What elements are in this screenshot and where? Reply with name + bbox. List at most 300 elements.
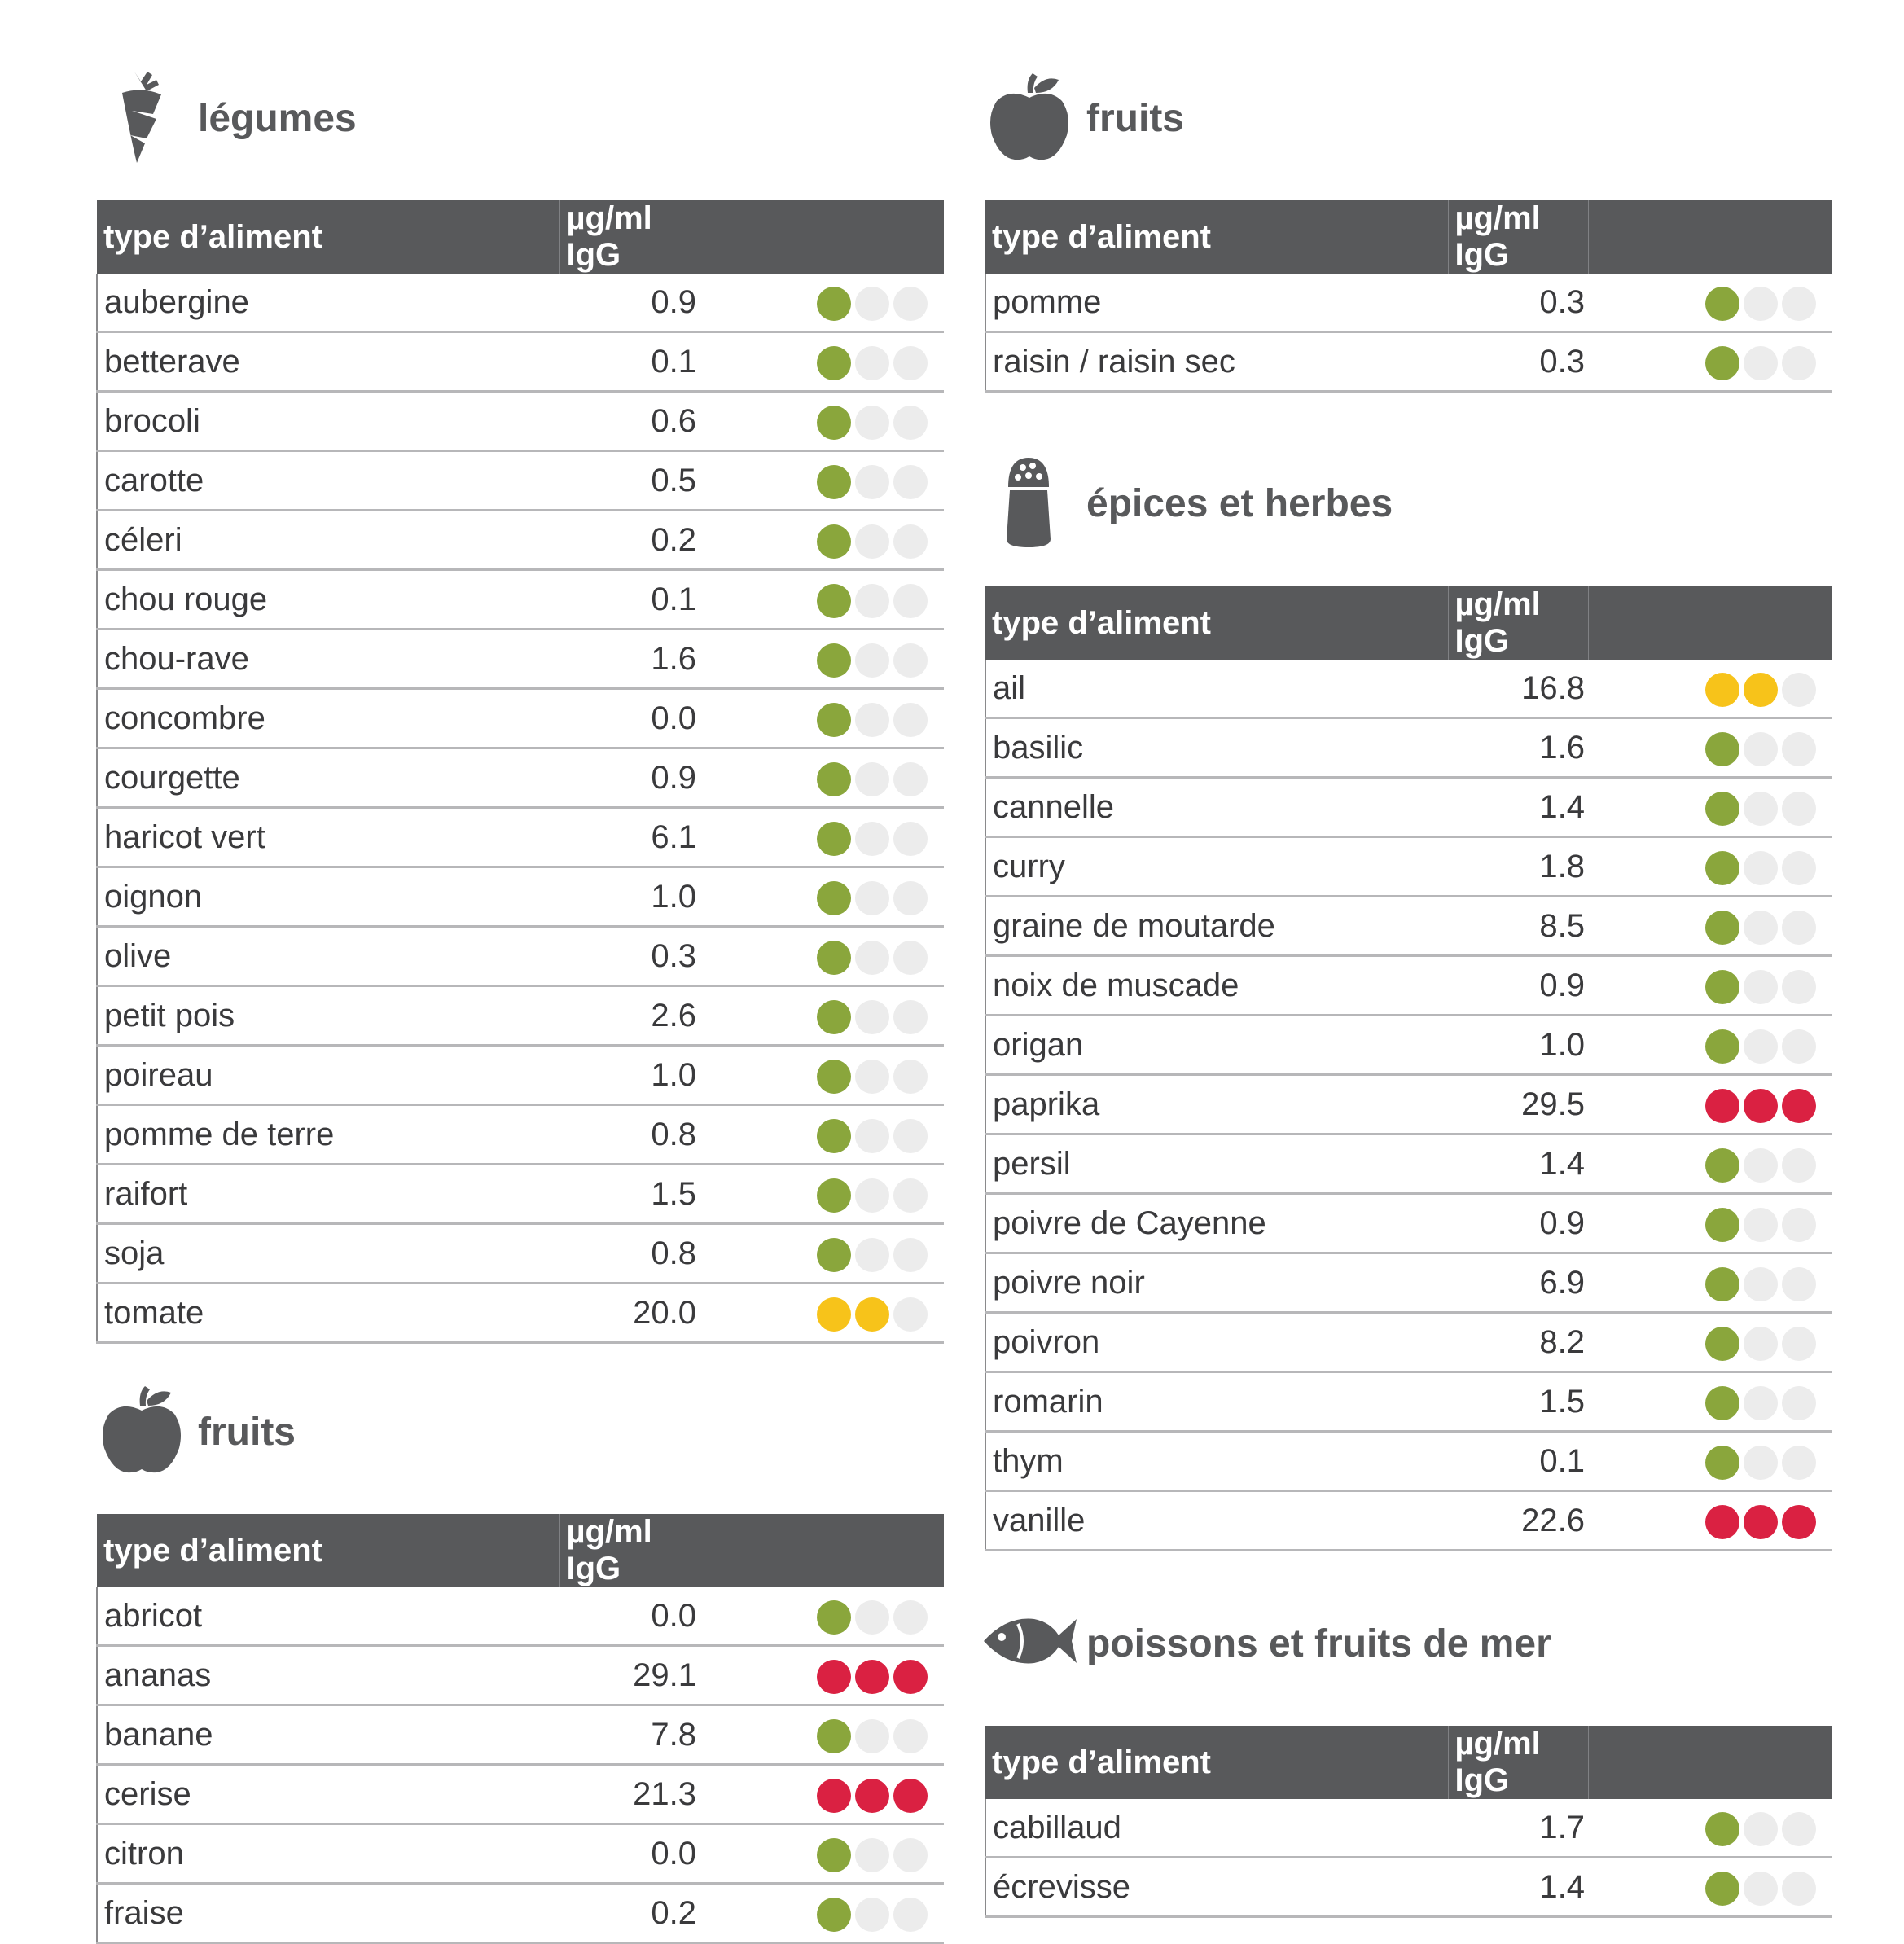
table-row xyxy=(985,718,1832,778)
level-dot-filled xyxy=(1705,732,1739,766)
igg-value: 1.4 xyxy=(1448,778,1588,837)
level-dot-empty xyxy=(1744,1327,1778,1361)
igg-value: 0.1 xyxy=(559,570,700,630)
level-dot-empty xyxy=(855,703,889,737)
level-dot-empty xyxy=(893,465,928,499)
section-title: épices et herbes xyxy=(1086,482,1393,525)
level-dot-empty xyxy=(893,762,928,796)
section-title: poissons et fruits de mer xyxy=(1086,1622,1551,1665)
level-dot-filled xyxy=(1705,1089,1739,1123)
level-dot-filled xyxy=(1744,1089,1778,1123)
level-dot-empty xyxy=(855,762,889,796)
header-food-type: type d’aliment xyxy=(985,586,1448,660)
level-dot-empty xyxy=(855,1000,889,1034)
reaction-level xyxy=(700,808,944,867)
level-dot-empty xyxy=(855,465,889,499)
level-dot-empty xyxy=(1782,673,1816,707)
reaction-level xyxy=(700,1765,944,1824)
reaction-level xyxy=(1588,1491,1832,1551)
level-dot-empty xyxy=(855,1119,889,1153)
table-row xyxy=(985,660,1832,718)
level-dot-filled xyxy=(1705,1446,1739,1480)
level-dot-filled xyxy=(817,406,851,440)
level-dot-filled xyxy=(817,1719,851,1753)
table-row xyxy=(97,570,944,630)
level-dot-filled xyxy=(817,1779,851,1813)
igg-value: 0.3 xyxy=(559,927,700,986)
igg-value: 1.5 xyxy=(1448,1372,1588,1432)
table-row xyxy=(97,986,944,1046)
igg-value: 0.3 xyxy=(1448,274,1588,332)
header-food-type: type d’aliment xyxy=(97,200,559,274)
reaction-level xyxy=(700,1284,944,1343)
igg-value: 0.3 xyxy=(1448,332,1588,392)
igg-value: 8.5 xyxy=(1448,897,1588,956)
level-dot-filled xyxy=(1705,970,1739,1004)
igg-value: 0.9 xyxy=(1448,1194,1588,1253)
food-name: raisin / raisin sec xyxy=(985,332,1448,392)
level-dot-empty xyxy=(893,822,928,856)
table-row xyxy=(97,1587,944,1646)
igg-value: 0.8 xyxy=(559,1224,700,1284)
table-row xyxy=(985,1075,1832,1134)
reaction-level xyxy=(1588,778,1832,837)
level-dot-empty xyxy=(855,406,889,440)
igg-value: 29.1 xyxy=(559,1646,700,1705)
food-name: petit pois xyxy=(97,986,559,1046)
level-dot-empty xyxy=(855,524,889,559)
level-dot-empty xyxy=(1782,1812,1816,1846)
igg-value: 1.4 xyxy=(1448,1134,1588,1194)
igg-value: 1.0 xyxy=(559,1046,700,1105)
header-value: µg/ml IgG xyxy=(1448,586,1588,660)
reaction-level xyxy=(700,867,944,927)
reaction-level xyxy=(700,1105,944,1165)
reaction-level xyxy=(1588,332,1832,392)
food-name: vanille xyxy=(985,1491,1448,1551)
level-dot-empty xyxy=(1744,1148,1778,1183)
table-row xyxy=(97,689,944,748)
level-dot-filled xyxy=(1744,673,1778,707)
table-row xyxy=(97,808,944,867)
level-dot-empty xyxy=(855,1060,889,1094)
food-name: carotte xyxy=(97,451,559,511)
level-dot-filled xyxy=(817,1000,851,1034)
level-dot-empty xyxy=(1744,1872,1778,1906)
table-row xyxy=(985,332,1832,392)
level-dot-filled xyxy=(817,1838,851,1872)
level-dot-empty xyxy=(1744,732,1778,766)
food-name: poivre de Cayenne xyxy=(985,1194,1448,1253)
food-name: poireau xyxy=(97,1046,559,1105)
table-header xyxy=(985,1726,1832,1799)
table-header xyxy=(97,200,944,274)
reaction-level xyxy=(700,1165,944,1224)
igg-value: 21.3 xyxy=(559,1765,700,1824)
food-name: citron xyxy=(97,1824,559,1884)
reaction-level xyxy=(700,1884,944,1943)
table-header xyxy=(985,586,1832,660)
reaction-level xyxy=(700,392,944,451)
food-name: fraise xyxy=(97,1884,559,1943)
food-table-poissons xyxy=(985,1726,1832,1918)
level-dot-empty xyxy=(893,1238,928,1272)
level-dot-filled xyxy=(817,703,851,737)
level-dot-empty xyxy=(855,584,889,618)
level-dot-empty xyxy=(893,1178,928,1213)
level-dot-filled xyxy=(855,1660,889,1694)
table-header xyxy=(985,200,1832,274)
level-dot-empty xyxy=(1782,792,1816,826)
food-name: banane xyxy=(97,1705,559,1765)
level-dot-empty xyxy=(855,1838,889,1872)
food-name: curry xyxy=(985,837,1448,897)
carrot-icon xyxy=(114,68,168,165)
table-row xyxy=(97,1646,944,1705)
table-row xyxy=(985,1194,1832,1253)
igg-value: 0.8 xyxy=(559,1105,700,1165)
level-dot-empty xyxy=(893,941,928,975)
level-dot-filled xyxy=(1705,1812,1739,1846)
igg-value: 20.0 xyxy=(559,1284,700,1343)
apple-icon xyxy=(987,70,1072,161)
reaction-level xyxy=(700,1224,944,1284)
food-name: raifort xyxy=(97,1165,559,1224)
table-row xyxy=(97,1046,944,1105)
level-dot-filled xyxy=(817,643,851,678)
food-name: céleri xyxy=(97,511,559,570)
level-dot-filled xyxy=(1782,1089,1816,1123)
reaction-level xyxy=(1588,1313,1832,1372)
level-dot-empty xyxy=(1744,1029,1778,1064)
igg-value: 1.5 xyxy=(559,1165,700,1224)
reaction-level xyxy=(1588,1075,1832,1134)
reaction-level xyxy=(700,274,944,332)
igg-value: 1.0 xyxy=(1448,1016,1588,1075)
level-dot-empty xyxy=(1782,1267,1816,1301)
level-dot-empty xyxy=(1744,851,1778,885)
food-name: brocoli xyxy=(97,392,559,451)
level-dot-filled xyxy=(855,1297,889,1332)
food-name: abricot xyxy=(97,1587,559,1646)
level-dot-filled xyxy=(817,1060,851,1094)
level-dot-empty xyxy=(855,287,889,321)
food-name: concombre xyxy=(97,689,559,748)
food-name: basilic xyxy=(985,718,1448,778)
table-header xyxy=(97,1514,944,1587)
level-dot-filled xyxy=(817,941,851,975)
level-dot-filled xyxy=(1705,1505,1739,1539)
food-name: aubergine xyxy=(97,274,559,332)
reaction-level xyxy=(1588,897,1832,956)
food-table-legumes xyxy=(96,200,944,1344)
level-dot-filled xyxy=(1705,792,1739,826)
igg-value: 0.9 xyxy=(559,748,700,808)
igg-value: 0.9 xyxy=(559,274,700,332)
reaction-level xyxy=(700,511,944,570)
level-dot-filled xyxy=(1705,1327,1739,1361)
food-name: chou rouge xyxy=(97,570,559,630)
level-dot-filled xyxy=(1705,346,1739,380)
level-dot-empty xyxy=(1782,911,1816,945)
reaction-level xyxy=(1588,1858,1832,1917)
food-name: écrevisse xyxy=(985,1858,1448,1917)
reaction-level xyxy=(1588,1253,1832,1313)
table-row xyxy=(97,1105,944,1165)
reaction-level xyxy=(700,1587,944,1646)
table-row xyxy=(97,451,944,511)
reaction-level xyxy=(1588,1194,1832,1253)
table-row xyxy=(97,927,944,986)
igg-value: 0.1 xyxy=(1448,1432,1588,1491)
level-dot-empty xyxy=(893,1000,928,1034)
level-dot-filled xyxy=(817,822,851,856)
level-dot-filled xyxy=(817,346,851,380)
header-level xyxy=(1588,586,1832,660)
level-dot-filled xyxy=(1705,1872,1739,1906)
igg-value: 0.9 xyxy=(1448,956,1588,1016)
food-name: romarin xyxy=(985,1372,1448,1432)
food-name: pomme xyxy=(985,274,1448,332)
level-dot-empty xyxy=(893,346,928,380)
reaction-level xyxy=(700,986,944,1046)
igg-value: 1.6 xyxy=(559,630,700,689)
level-dot-empty xyxy=(1744,346,1778,380)
level-dot-filled xyxy=(817,881,851,915)
fish-icon xyxy=(982,1613,1078,1670)
igg-value: 7.8 xyxy=(559,1705,700,1765)
header-food-type: type d’aliment xyxy=(985,200,1448,274)
table-row xyxy=(97,867,944,927)
reaction-level xyxy=(1588,1134,1832,1194)
level-dot-empty xyxy=(893,584,928,618)
table-row xyxy=(97,1884,944,1943)
igg-value: 0.5 xyxy=(559,451,700,511)
level-dot-empty xyxy=(1782,1872,1816,1906)
reaction-level xyxy=(700,1646,944,1705)
food-name: poivron xyxy=(985,1313,1448,1372)
table-row xyxy=(97,1705,944,1765)
section-title: fruits xyxy=(1086,97,1184,140)
food-name: thym xyxy=(985,1432,1448,1491)
level-dot-empty xyxy=(1782,1327,1816,1361)
igg-value: 0.0 xyxy=(559,1824,700,1884)
igg-value: 0.0 xyxy=(559,1587,700,1646)
level-dot-empty xyxy=(1782,346,1816,380)
level-dot-filled xyxy=(1705,1386,1739,1420)
igg-value: 8.2 xyxy=(1448,1313,1588,1372)
table-row xyxy=(97,511,944,570)
level-dot-empty xyxy=(855,1898,889,1932)
reaction-level xyxy=(700,927,944,986)
reaction-level xyxy=(700,1705,944,1765)
reaction-level xyxy=(1588,1372,1832,1432)
table-row xyxy=(97,274,944,332)
igg-value: 2.6 xyxy=(559,986,700,1046)
food-name: oignon xyxy=(97,867,559,927)
level-dot-filled xyxy=(817,762,851,796)
level-dot-empty xyxy=(855,1719,889,1753)
level-dot-empty xyxy=(855,822,889,856)
header-level xyxy=(1588,200,1832,274)
level-dot-filled xyxy=(1705,1267,1739,1301)
food-name: soja xyxy=(97,1224,559,1284)
table-row xyxy=(985,1134,1832,1194)
level-dot-filled xyxy=(817,1660,851,1694)
reaction-level xyxy=(700,1824,944,1884)
level-dot-empty xyxy=(1782,851,1816,885)
table-row xyxy=(985,1491,1832,1551)
igg-value: 1.0 xyxy=(559,867,700,927)
table-row xyxy=(97,392,944,451)
header-food-type: type d’aliment xyxy=(985,1726,1448,1799)
level-dot-empty xyxy=(893,1297,928,1332)
level-dot-empty xyxy=(893,703,928,737)
level-dot-empty xyxy=(1744,1267,1778,1301)
level-dot-filled xyxy=(817,465,851,499)
level-dot-empty xyxy=(893,881,928,915)
level-dot-empty xyxy=(1782,1386,1816,1420)
igg-value: 22.6 xyxy=(1448,1491,1588,1551)
level-dot-empty xyxy=(893,1060,928,1094)
food-name: courgette xyxy=(97,748,559,808)
level-dot-empty xyxy=(893,1838,928,1872)
level-dot-empty xyxy=(1744,287,1778,321)
table-row xyxy=(985,1799,1832,1858)
header-value: µg/ml IgG xyxy=(559,1514,700,1587)
food-name: pomme de terre xyxy=(97,1105,559,1165)
food-name: graine de moutarde xyxy=(985,897,1448,956)
level-dot-filled xyxy=(893,1779,928,1813)
table-row xyxy=(97,1284,944,1343)
food-name: cerise xyxy=(97,1765,559,1824)
header-food-type: type d’aliment xyxy=(97,1514,559,1587)
table-row xyxy=(985,1016,1832,1075)
level-dot-empty xyxy=(893,406,928,440)
section-title: fruits xyxy=(198,1411,296,1454)
food-name: ananas xyxy=(97,1646,559,1705)
level-dot-empty xyxy=(1744,1208,1778,1242)
level-dot-empty xyxy=(855,1178,889,1213)
level-dot-empty xyxy=(893,1600,928,1635)
level-dot-filled xyxy=(817,524,851,559)
table-row xyxy=(97,1765,944,1824)
food-name: cabillaud xyxy=(985,1799,1448,1858)
reaction-level xyxy=(700,630,944,689)
level-dot-empty xyxy=(1782,1148,1816,1183)
salt-shaker-icon xyxy=(1003,454,1054,549)
level-dot-empty xyxy=(1782,732,1816,766)
table-row xyxy=(97,630,944,689)
level-dot-empty xyxy=(855,1238,889,1272)
food-name: noix de muscade xyxy=(985,956,1448,1016)
reaction-level xyxy=(1588,274,1832,332)
level-dot-empty xyxy=(893,1898,928,1932)
level-dot-empty xyxy=(1782,1446,1816,1480)
food-name: olive xyxy=(97,927,559,986)
table-row xyxy=(985,837,1832,897)
level-dot-empty xyxy=(855,941,889,975)
section-title: légumes xyxy=(198,97,357,140)
igg-value: 0.1 xyxy=(559,332,700,392)
table-row xyxy=(985,956,1832,1016)
food-name: haricot vert xyxy=(97,808,559,867)
level-dot-filled xyxy=(817,1178,851,1213)
level-dot-filled xyxy=(1705,1029,1739,1064)
igg-value: 1.7 xyxy=(1448,1799,1588,1858)
table-row xyxy=(985,1313,1832,1372)
level-dot-empty xyxy=(1744,1386,1778,1420)
food-name: betterave xyxy=(97,332,559,392)
reaction-level xyxy=(1588,718,1832,778)
level-dot-empty xyxy=(893,1119,928,1153)
level-dot-filled xyxy=(1705,1148,1739,1183)
food-table-fruits-left xyxy=(96,1514,944,1944)
table-row xyxy=(985,1253,1832,1313)
level-dot-filled xyxy=(1705,851,1739,885)
level-dot-filled xyxy=(817,1297,851,1332)
level-dot-empty xyxy=(893,524,928,559)
level-dot-filled xyxy=(855,1779,889,1813)
table-row xyxy=(985,1858,1832,1917)
igg-value: 0.2 xyxy=(559,1884,700,1943)
reaction-level xyxy=(1588,956,1832,1016)
level-dot-empty xyxy=(1744,970,1778,1004)
reaction-level xyxy=(700,748,944,808)
level-dot-filled xyxy=(893,1660,928,1694)
table-row xyxy=(97,1824,944,1884)
level-dot-filled xyxy=(1782,1505,1816,1539)
level-dot-filled xyxy=(1705,673,1739,707)
igg-value: 0.0 xyxy=(559,689,700,748)
table-row xyxy=(97,332,944,392)
header-value: µg/ml IgG xyxy=(1448,200,1588,274)
igg-value: 0.6 xyxy=(559,392,700,451)
reaction-level xyxy=(700,451,944,511)
reaction-level xyxy=(700,332,944,392)
food-name: origan xyxy=(985,1016,1448,1075)
food-table-epices xyxy=(985,586,1832,1551)
reaction-level xyxy=(1588,1016,1832,1075)
apple-icon xyxy=(99,1383,184,1474)
table-row xyxy=(985,274,1832,332)
reaction-level xyxy=(700,570,944,630)
level-dot-empty xyxy=(893,1719,928,1753)
level-dot-empty xyxy=(893,643,928,678)
level-dot-filled xyxy=(1705,287,1739,321)
level-dot-empty xyxy=(855,643,889,678)
reaction-level xyxy=(1588,1432,1832,1491)
level-dot-filled xyxy=(817,584,851,618)
level-dot-filled xyxy=(817,1119,851,1153)
level-dot-empty xyxy=(855,1600,889,1635)
table-row xyxy=(97,1224,944,1284)
igg-value: 1.8 xyxy=(1448,837,1588,897)
level-dot-filled xyxy=(817,1600,851,1635)
level-dot-empty xyxy=(1744,1446,1778,1480)
food-name: persil xyxy=(985,1134,1448,1194)
header-value: µg/ml IgG xyxy=(1448,1726,1588,1799)
header-value: µg/ml IgG xyxy=(559,200,700,274)
level-dot-empty xyxy=(855,881,889,915)
food-name: chou-rave xyxy=(97,630,559,689)
level-dot-empty xyxy=(893,287,928,321)
level-dot-filled xyxy=(1705,1208,1739,1242)
igg-value: 6.9 xyxy=(1448,1253,1588,1313)
reaction-level xyxy=(1588,837,1832,897)
level-dot-filled xyxy=(817,1238,851,1272)
table-row xyxy=(97,748,944,808)
